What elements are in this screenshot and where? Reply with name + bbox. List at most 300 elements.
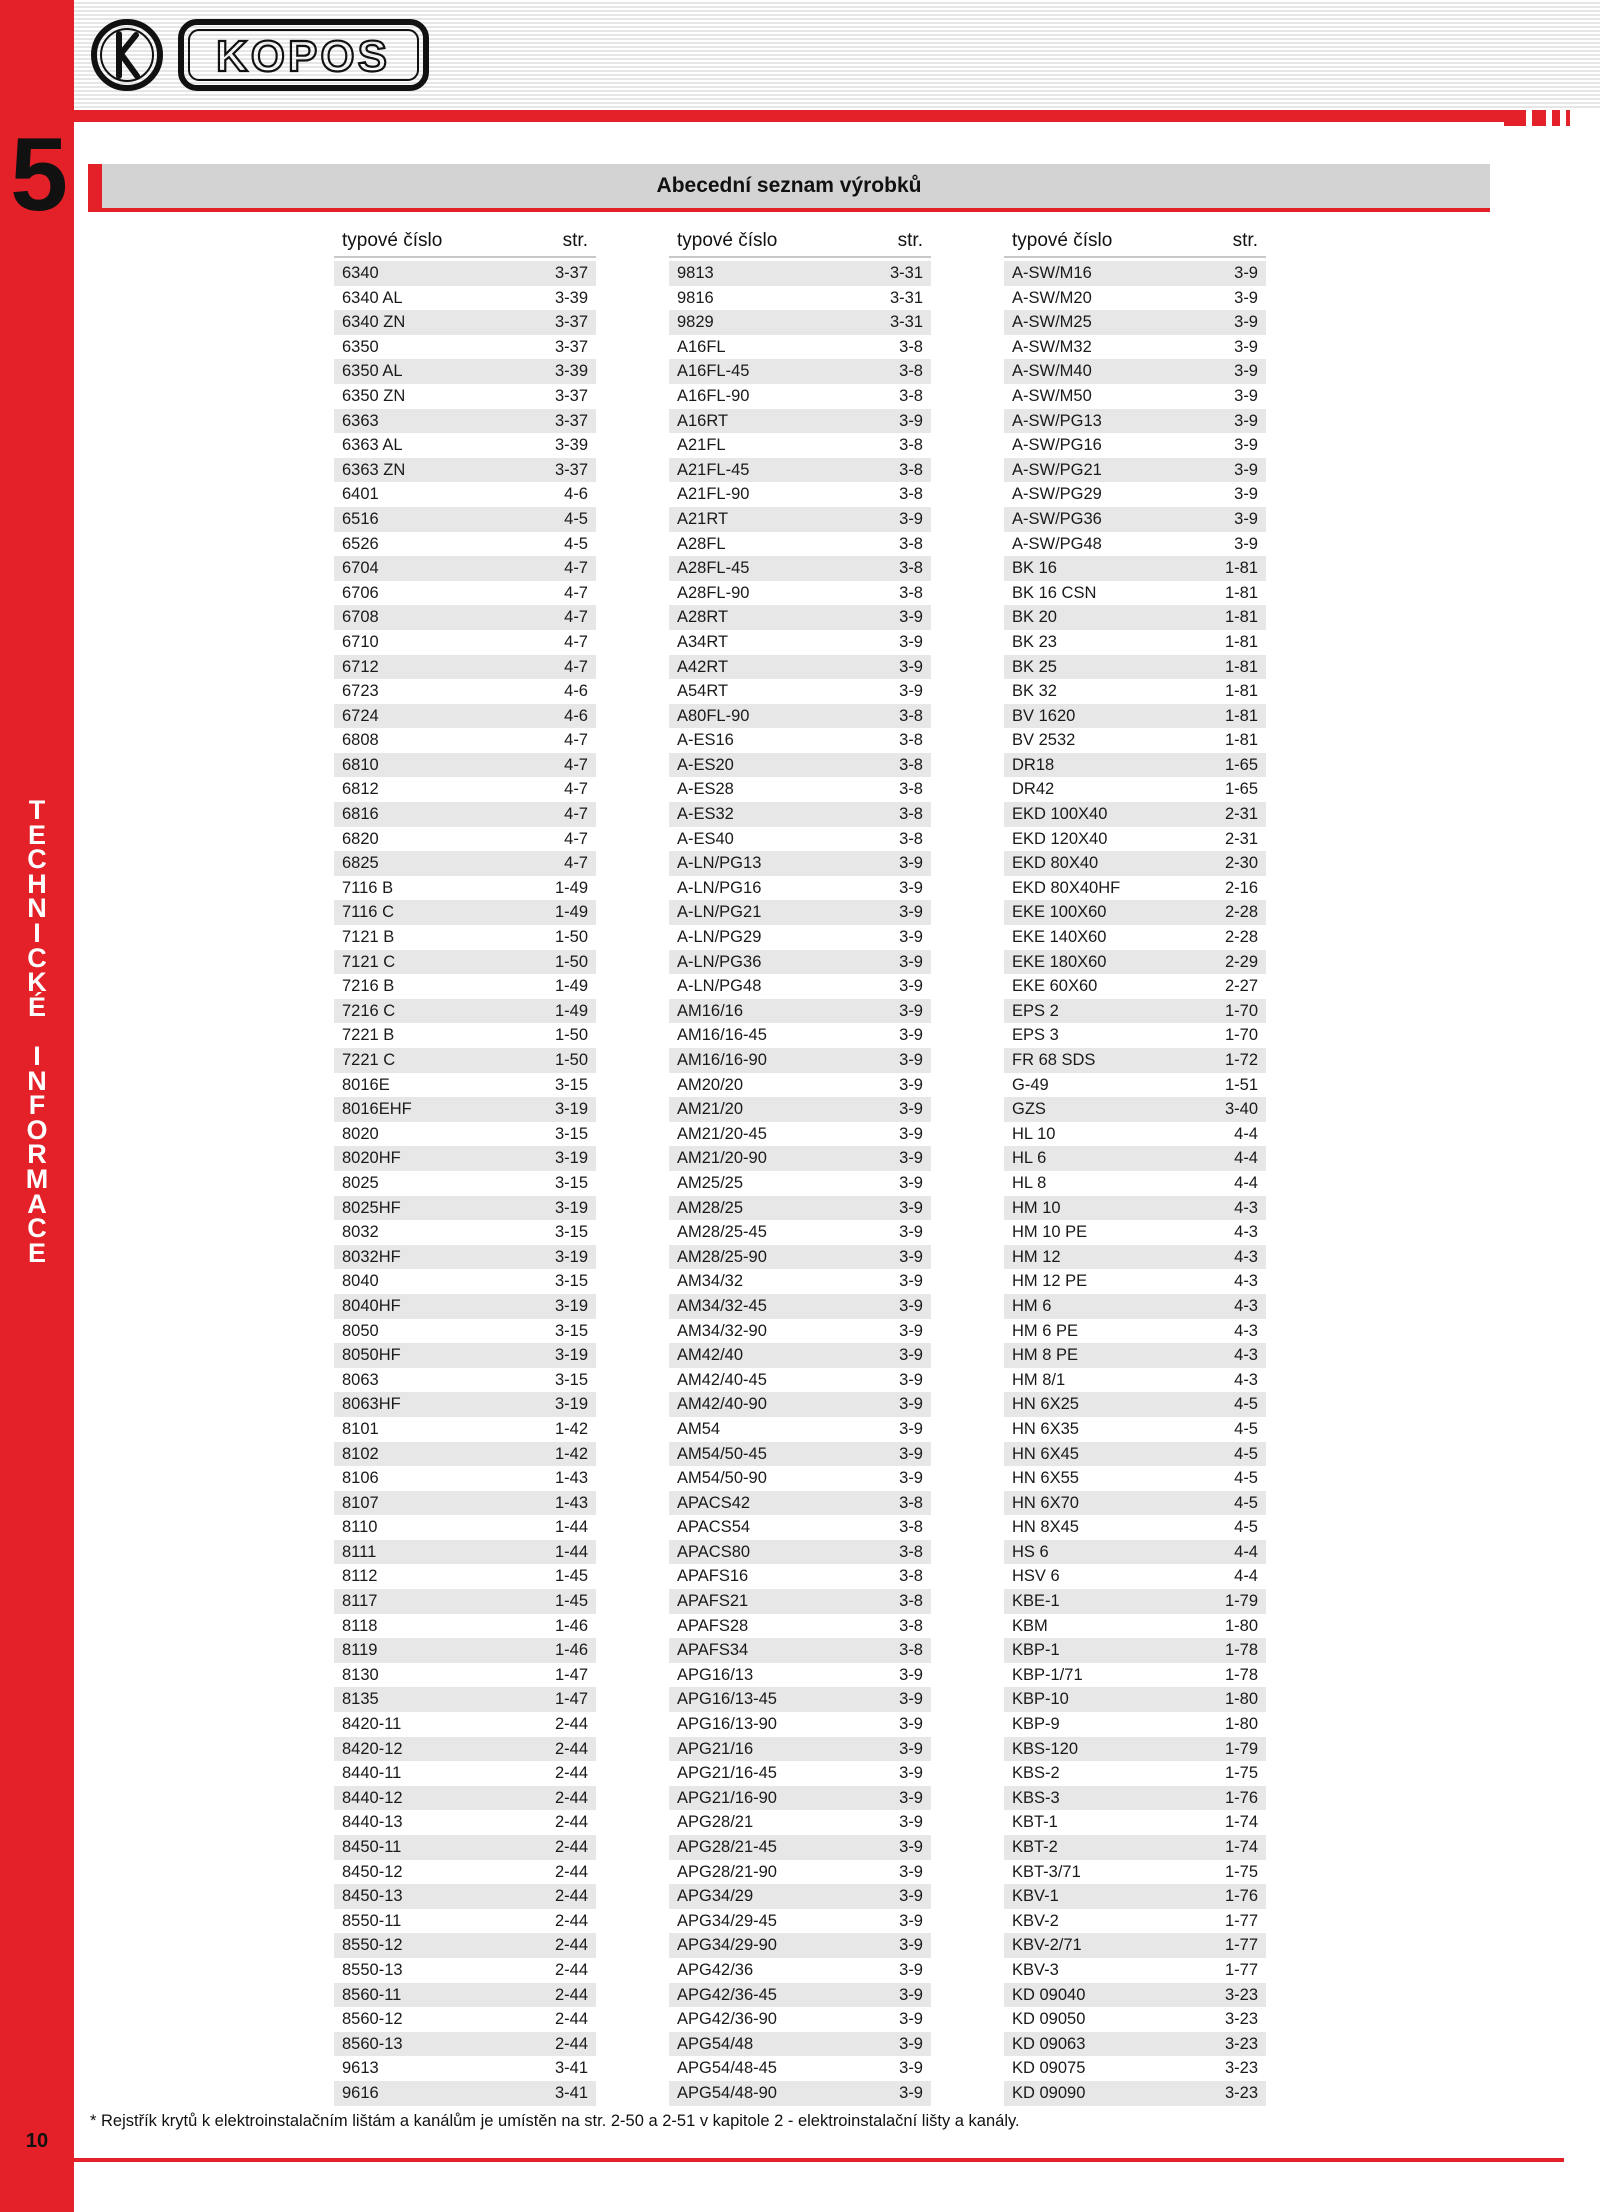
index-rows bbox=[334, 261, 596, 2106]
index-row bbox=[669, 1048, 931, 1073]
page-reference: 1-81 bbox=[1224, 559, 1258, 578]
index-row bbox=[669, 630, 931, 655]
index-row bbox=[334, 1491, 596, 1516]
product-code: 9816 bbox=[677, 288, 714, 307]
sidebar-letter: E bbox=[27, 819, 46, 850]
product-code: 8111 bbox=[342, 1542, 377, 1561]
product-code: KD 09050 bbox=[1012, 2010, 1086, 2029]
page-reference: 2-44 bbox=[554, 1985, 588, 2004]
product-code: A28FL bbox=[677, 534, 726, 553]
product-code: A-SW/PG36 bbox=[1012, 509, 1102, 528]
index-row bbox=[1004, 335, 1266, 360]
product-code: KBV-2 bbox=[1012, 1911, 1059, 1930]
index-row bbox=[669, 1564, 931, 1589]
index-row bbox=[669, 950, 931, 975]
index-row bbox=[334, 655, 596, 680]
product-code: A28RT bbox=[677, 608, 729, 627]
index-row bbox=[1004, 1097, 1266, 1122]
product-code: 6724 bbox=[342, 706, 379, 725]
product-code: HM 8 PE bbox=[1012, 1346, 1079, 1365]
product-code: KBV-1 bbox=[1012, 1887, 1059, 1906]
product-code: HN 6X25 bbox=[1012, 1395, 1079, 1414]
product-code: HN 6X45 bbox=[1012, 1444, 1079, 1463]
index-row bbox=[334, 359, 596, 384]
index-row bbox=[334, 925, 596, 950]
index-row bbox=[1004, 433, 1266, 458]
product-code: KBV-2/71 bbox=[1012, 1936, 1082, 1955]
page-reference: 2-30 bbox=[1224, 854, 1258, 873]
page-reference: 1-78 bbox=[1224, 1641, 1258, 1660]
page-reference: 3-9 bbox=[899, 632, 923, 651]
page-reference: 3-8 bbox=[899, 780, 923, 799]
page-reference: 1-72 bbox=[1224, 1051, 1258, 1069]
product-code: KD 09090 bbox=[1012, 2083, 1086, 2102]
page-reference: 3-9 bbox=[899, 1838, 923, 1856]
index-row bbox=[669, 1835, 931, 1860]
page-reference: 3-31 bbox=[889, 288, 923, 307]
product-code: 8450-13 bbox=[342, 1887, 403, 1906]
page-reference: 3-37 bbox=[554, 460, 588, 479]
index-row bbox=[669, 1245, 931, 1270]
page-reference: 1-50 bbox=[554, 1051, 588, 1069]
index-row bbox=[334, 1712, 596, 1737]
index-row bbox=[669, 1540, 931, 1565]
page-reference: 3-23 bbox=[1224, 2059, 1258, 2078]
sidebar-letter: C bbox=[27, 844, 47, 875]
product-code: 7216 B bbox=[342, 977, 395, 996]
page-reference: 3-9 bbox=[1234, 386, 1258, 405]
page-reference: 4-5 bbox=[1234, 1493, 1258, 1512]
page-reference: 1-77 bbox=[1224, 1936, 1258, 1955]
page-reference: 4-7 bbox=[564, 854, 588, 873]
product-code: AM54/50-45 bbox=[677, 1444, 767, 1463]
product-code: EKE 100X60 bbox=[1012, 903, 1107, 922]
product-code: 8016EHF bbox=[342, 1100, 412, 1119]
product-code: APG16/13-90 bbox=[677, 1715, 777, 1734]
index-row bbox=[669, 286, 931, 311]
page-reference: 3-9 bbox=[899, 1788, 923, 1807]
sidebar-letter: E bbox=[27, 1237, 46, 1268]
product-code: 8050 bbox=[342, 1321, 379, 1340]
page-reference: 3-9 bbox=[899, 1936, 923, 1955]
page-reference: 1-46 bbox=[554, 1641, 588, 1660]
page-reference: 1-47 bbox=[554, 1665, 588, 1684]
product-code: APG28/21 bbox=[677, 1813, 754, 1832]
page-reference: 3-8 bbox=[899, 1616, 923, 1635]
product-code: KBP-9 bbox=[1012, 1715, 1060, 1734]
index-row bbox=[669, 507, 931, 532]
page-reference: 1-76 bbox=[1224, 1887, 1258, 1906]
footer-divider bbox=[74, 2158, 1564, 2162]
product-code: 6706 bbox=[342, 583, 379, 602]
product-code: 7216 C bbox=[342, 1001, 396, 1020]
product-code: 8106 bbox=[342, 1469, 379, 1488]
index-row bbox=[669, 1860, 931, 1885]
page-reference: 4-3 bbox=[1234, 1296, 1258, 1315]
page-reference: 3-9 bbox=[1234, 337, 1258, 356]
page-reference: 3-9 bbox=[899, 1395, 923, 1414]
product-code: A-LN/PG21 bbox=[677, 903, 762, 922]
page-number: 10 bbox=[25, 2130, 49, 2152]
index-row bbox=[334, 1540, 596, 1565]
page-reference: 4-7 bbox=[564, 559, 588, 578]
page-reference: 3-8 bbox=[899, 559, 923, 578]
product-code: HSV 6 bbox=[1012, 1567, 1060, 1586]
page-reference: 3-8 bbox=[899, 485, 923, 504]
page-reference: 1-65 bbox=[1224, 780, 1258, 799]
code-header: typové číslo bbox=[677, 230, 778, 251]
product-code: 8063HF bbox=[342, 1395, 401, 1414]
product-code: HM 10 bbox=[1012, 1198, 1061, 1217]
index-row bbox=[669, 1737, 931, 1762]
product-code: APG34/29 bbox=[677, 1887, 754, 1906]
index-row bbox=[1004, 655, 1266, 680]
index-row bbox=[669, 1712, 931, 1737]
page-reference: 3-15 bbox=[554, 1321, 588, 1340]
page-reference: 3-8 bbox=[899, 805, 923, 824]
sidebar-letter: A bbox=[27, 1188, 47, 1219]
index-row bbox=[1004, 1638, 1266, 1663]
index-rows bbox=[1004, 261, 1266, 2106]
page-reference: 4-5 bbox=[1234, 1395, 1258, 1414]
page-reference: 1-43 bbox=[554, 1469, 588, 1488]
index-row bbox=[1004, 704, 1266, 729]
page-reference: 1-81 bbox=[1224, 706, 1258, 725]
index-row bbox=[1004, 851, 1266, 876]
index-row bbox=[1004, 1983, 1266, 2008]
page-reference: 1-80 bbox=[1224, 1715, 1258, 1734]
index-row bbox=[1004, 532, 1266, 557]
index-row bbox=[334, 1909, 596, 1934]
index-row bbox=[669, 876, 931, 901]
index-row bbox=[1004, 1614, 1266, 1639]
page-reference: 1-47 bbox=[554, 1690, 588, 1709]
index-row bbox=[334, 458, 596, 483]
page-reference: 1-42 bbox=[554, 1419, 588, 1438]
index-row bbox=[1004, 925, 1266, 950]
page-reference: 3-23 bbox=[1224, 1985, 1258, 2004]
page-reference: 3-9 bbox=[1234, 534, 1258, 553]
logo-wordmark: KOPOS bbox=[216, 32, 390, 81]
product-code: EPS 2 bbox=[1012, 1001, 1059, 1020]
index-row bbox=[334, 1958, 596, 1983]
product-code: 9616 bbox=[342, 2083, 379, 2102]
index-row bbox=[669, 827, 931, 852]
index-row bbox=[334, 1983, 596, 2008]
product-code: 8107 bbox=[342, 1493, 379, 1512]
product-code: 6363 AL bbox=[342, 436, 403, 455]
page-reference: 2-44 bbox=[554, 1960, 588, 1979]
page-reference: 4-3 bbox=[1234, 1223, 1258, 1242]
sidebar-letter: M bbox=[25, 1163, 49, 1194]
product-code: AM20/20 bbox=[677, 1075, 744, 1094]
product-code: HL 10 bbox=[1012, 1124, 1056, 1143]
index-row bbox=[1004, 1761, 1266, 1786]
product-code: 8560-13 bbox=[342, 2034, 403, 2053]
index-row bbox=[1004, 1220, 1266, 1245]
index-row bbox=[1004, 1048, 1266, 1073]
product-code: A80FL-90 bbox=[677, 706, 750, 725]
page-reference: 3-9 bbox=[899, 1764, 923, 1783]
index-row bbox=[334, 974, 596, 999]
page-reference: 2-44 bbox=[554, 1862, 588, 1881]
product-code: HM 12 bbox=[1012, 1247, 1061, 1266]
index-row bbox=[1004, 2007, 1266, 2032]
product-code: 8420-11 bbox=[342, 1715, 402, 1734]
index-row bbox=[1004, 1589, 1266, 1614]
page-reference: 3-9 bbox=[899, 977, 923, 996]
product-code: A-LN/PG13 bbox=[677, 854, 762, 873]
page-reference: 2-44 bbox=[554, 1788, 588, 1807]
page-reference: 1-81 bbox=[1224, 657, 1258, 676]
page-reference: 4-3 bbox=[1234, 1198, 1258, 1217]
sidebar-letter: T bbox=[28, 795, 46, 825]
index-row bbox=[1004, 1737, 1266, 1762]
product-code: A16FL-45 bbox=[677, 362, 750, 381]
index-row bbox=[1004, 679, 1266, 704]
index-row bbox=[334, 1786, 596, 1811]
product-code: HN 6X35 bbox=[1012, 1419, 1079, 1438]
product-code: 8117 bbox=[342, 1592, 378, 1611]
product-code: 8040HF bbox=[342, 1296, 401, 1315]
index-row bbox=[1004, 1712, 1266, 1737]
page-reference: 3-9 bbox=[899, 1001, 923, 1020]
page-reference: 3-9 bbox=[899, 903, 923, 922]
index-row bbox=[1004, 1687, 1266, 1712]
index-row bbox=[1004, 1343, 1266, 1368]
product-code: APG42/36-45 bbox=[677, 1985, 777, 2004]
index-row bbox=[1004, 1663, 1266, 1688]
page-reference: 3-9 bbox=[899, 1296, 923, 1315]
page-reference: 3-9 bbox=[1234, 313, 1258, 332]
index-row bbox=[334, 851, 596, 876]
index-row bbox=[334, 1564, 596, 1589]
product-code: 6363 bbox=[342, 411, 379, 430]
product-code: APG28/21-90 bbox=[677, 1862, 777, 1881]
page-reference: 2-44 bbox=[554, 2034, 588, 2053]
index-row bbox=[334, 1835, 596, 1860]
sidebar-letter: O bbox=[26, 1114, 48, 1145]
page-reference: 1-49 bbox=[554, 977, 588, 996]
product-code: AM16/16-45 bbox=[677, 1026, 767, 1045]
product-code: 7221 C bbox=[342, 1051, 396, 1069]
product-code: 8020 bbox=[342, 1124, 379, 1143]
page-reference: 3-31 bbox=[889, 313, 923, 332]
index-row bbox=[1004, 1245, 1266, 1270]
code-header: typové číslo bbox=[342, 230, 443, 251]
page-reference: 3-9 bbox=[899, 1173, 923, 1192]
page-reference: 3-8 bbox=[899, 829, 923, 848]
product-code: DR18 bbox=[1012, 755, 1055, 774]
page-reference: 3-15 bbox=[554, 1075, 588, 1094]
page-reference: 3-9 bbox=[899, 1051, 923, 1069]
index-row bbox=[1004, 802, 1266, 827]
index-row bbox=[669, 1319, 931, 1344]
page-reference: 3-9 bbox=[899, 854, 923, 873]
index-row bbox=[1004, 482, 1266, 507]
product-code: AM28/25-90 bbox=[677, 1247, 767, 1266]
page-reference: 1-49 bbox=[554, 903, 588, 922]
product-code: AM28/25-45 bbox=[677, 1223, 767, 1242]
product-code: APAFS21 bbox=[677, 1592, 749, 1611]
product-code: A-SW/M50 bbox=[1012, 386, 1092, 405]
product-code: HN 6X55 bbox=[1012, 1469, 1079, 1488]
product-code: A-ES32 bbox=[677, 805, 734, 824]
product-code: A-SW/PG48 bbox=[1012, 534, 1102, 553]
page-reference: 3-19 bbox=[554, 1296, 588, 1315]
sidebar-letter: I bbox=[33, 917, 41, 948]
product-code: 6712 bbox=[342, 657, 379, 676]
page-reference: 3-9 bbox=[1234, 264, 1258, 282]
product-code: APACS80 bbox=[677, 1542, 751, 1561]
index-row bbox=[1004, 1884, 1266, 1909]
page-header: str. bbox=[897, 230, 923, 251]
page-reference: 2-31 bbox=[1224, 829, 1258, 848]
index-row bbox=[669, 1171, 931, 1196]
page-reference: 1-50 bbox=[554, 1026, 588, 1045]
product-code: A-SW/PG21 bbox=[1012, 460, 1102, 479]
index-row bbox=[669, 458, 931, 483]
product-code: A-SW/M20 bbox=[1012, 288, 1092, 307]
page-reference: 1-49 bbox=[554, 1001, 588, 1020]
page-reference: 3-9 bbox=[899, 1690, 923, 1709]
sidebar-letter: K bbox=[27, 967, 47, 998]
page-reference: 3-9 bbox=[1234, 509, 1258, 528]
page-reference: 3-8 bbox=[899, 1592, 923, 1611]
index-row bbox=[669, 1786, 931, 1811]
page-reference: 3-9 bbox=[899, 2083, 923, 2102]
product-code: APG42/36-90 bbox=[677, 2010, 777, 2029]
index-row bbox=[1004, 581, 1266, 606]
product-code: A21FL bbox=[677, 436, 726, 455]
index-row bbox=[1004, 605, 1266, 630]
index-row bbox=[334, 679, 596, 704]
page-reference: 3-31 bbox=[889, 264, 923, 282]
product-code: 6526 bbox=[342, 534, 379, 553]
index-row bbox=[1004, 1933, 1266, 1958]
product-code: A21FL-45 bbox=[677, 460, 750, 479]
product-code: 8032HF bbox=[342, 1247, 401, 1266]
product-code: A28FL-45 bbox=[677, 559, 750, 578]
product-code: 8550-12 bbox=[342, 1936, 403, 1955]
page-reference: 2-44 bbox=[554, 1739, 588, 1758]
page-reference: 1-77 bbox=[1224, 1960, 1258, 1979]
product-code: APG42/36 bbox=[677, 1960, 754, 1979]
page-reference: 3-37 bbox=[554, 337, 588, 356]
index-row bbox=[1004, 1073, 1266, 1098]
index-row bbox=[1004, 1023, 1266, 1048]
page-reference: 4-4 bbox=[1234, 1567, 1258, 1586]
page-reference: 3-9 bbox=[899, 1075, 923, 1094]
index-row bbox=[669, 753, 931, 778]
index-row bbox=[1004, 900, 1266, 925]
index-row bbox=[334, 1294, 596, 1319]
index-row bbox=[669, 704, 931, 729]
product-code: APACS54 bbox=[677, 1518, 751, 1537]
page-reference: 3-9 bbox=[899, 1370, 923, 1389]
index-row bbox=[1004, 384, 1266, 409]
index-row bbox=[1004, 2056, 1266, 2081]
page-reference: 3-8 bbox=[899, 706, 923, 725]
index-row bbox=[334, 2032, 596, 2057]
product-code: APG16/13-45 bbox=[677, 1690, 777, 1709]
index-row bbox=[1004, 777, 1266, 802]
index-row bbox=[334, 2081, 596, 2106]
index-row bbox=[669, 384, 931, 409]
index-row bbox=[1004, 1146, 1266, 1171]
page-reference: 1-81 bbox=[1224, 682, 1258, 701]
index-row bbox=[334, 1761, 596, 1786]
index-row bbox=[669, 1589, 931, 1614]
index-row bbox=[1004, 950, 1266, 975]
product-code: 6350 ZN bbox=[342, 386, 406, 405]
page-reference: 3-19 bbox=[554, 1247, 588, 1266]
page-reference: 1-81 bbox=[1224, 608, 1258, 627]
page-reference: 3-39 bbox=[554, 362, 588, 381]
product-code: HM 6 bbox=[1012, 1296, 1052, 1315]
index-row bbox=[669, 1491, 931, 1516]
index-row bbox=[334, 876, 596, 901]
index-row bbox=[334, 1343, 596, 1368]
product-code: A-SW/M32 bbox=[1012, 337, 1092, 356]
index-row bbox=[669, 1122, 931, 1147]
product-code: KD 09063 bbox=[1012, 2034, 1086, 2053]
index-row bbox=[1004, 1515, 1266, 1540]
chapter-sidebar bbox=[0, 0, 74, 2212]
page-reference: 4-5 bbox=[1234, 1518, 1258, 1537]
index-row bbox=[669, 1146, 931, 1171]
index-row bbox=[334, 999, 596, 1024]
index-row bbox=[1004, 1540, 1266, 1565]
index-row bbox=[669, 1294, 931, 1319]
page-reference: 4-3 bbox=[1234, 1247, 1258, 1266]
index-row bbox=[1004, 1417, 1266, 1442]
page-reference: 3-9 bbox=[899, 1665, 923, 1684]
index-row bbox=[334, 1860, 596, 1885]
page-reference: 3-37 bbox=[554, 386, 588, 405]
product-code: AM42/40-90 bbox=[677, 1395, 767, 1414]
product-code: AM21/20 bbox=[677, 1100, 744, 1119]
index-row bbox=[1004, 1368, 1266, 1393]
page-reference: 2-16 bbox=[1224, 878, 1258, 897]
index-row bbox=[334, 605, 596, 630]
index-column-2 bbox=[669, 226, 931, 2106]
sidebar-letter: I bbox=[33, 1040, 41, 1071]
kopos-logo bbox=[90, 18, 430, 92]
index-row bbox=[334, 1466, 596, 1491]
product-code: BK 32 bbox=[1012, 682, 1057, 701]
index-row bbox=[1004, 1810, 1266, 1835]
product-code: KBT-3/71 bbox=[1012, 1862, 1081, 1881]
product-code: 8560-12 bbox=[342, 2010, 403, 2029]
index-row bbox=[1004, 1392, 1266, 1417]
index-row bbox=[669, 1884, 931, 1909]
page-reference: 3-8 bbox=[899, 386, 923, 405]
page-reference: 3-15 bbox=[554, 1124, 588, 1143]
index-row bbox=[334, 1245, 596, 1270]
index-row bbox=[669, 1097, 931, 1122]
product-code: A-LN/PG36 bbox=[677, 952, 762, 971]
page-reference: 2-44 bbox=[554, 1887, 588, 1906]
product-code: 8119 bbox=[342, 1641, 378, 1660]
product-code: BV 2532 bbox=[1012, 731, 1076, 750]
page-reference: 1-74 bbox=[1224, 1838, 1258, 1856]
index-row bbox=[334, 1122, 596, 1147]
product-code: 6401 bbox=[342, 485, 379, 504]
index-row bbox=[669, 1687, 931, 1712]
product-code: 8440-12 bbox=[342, 1788, 403, 1807]
product-code: APG54/48-90 bbox=[677, 2083, 777, 2102]
